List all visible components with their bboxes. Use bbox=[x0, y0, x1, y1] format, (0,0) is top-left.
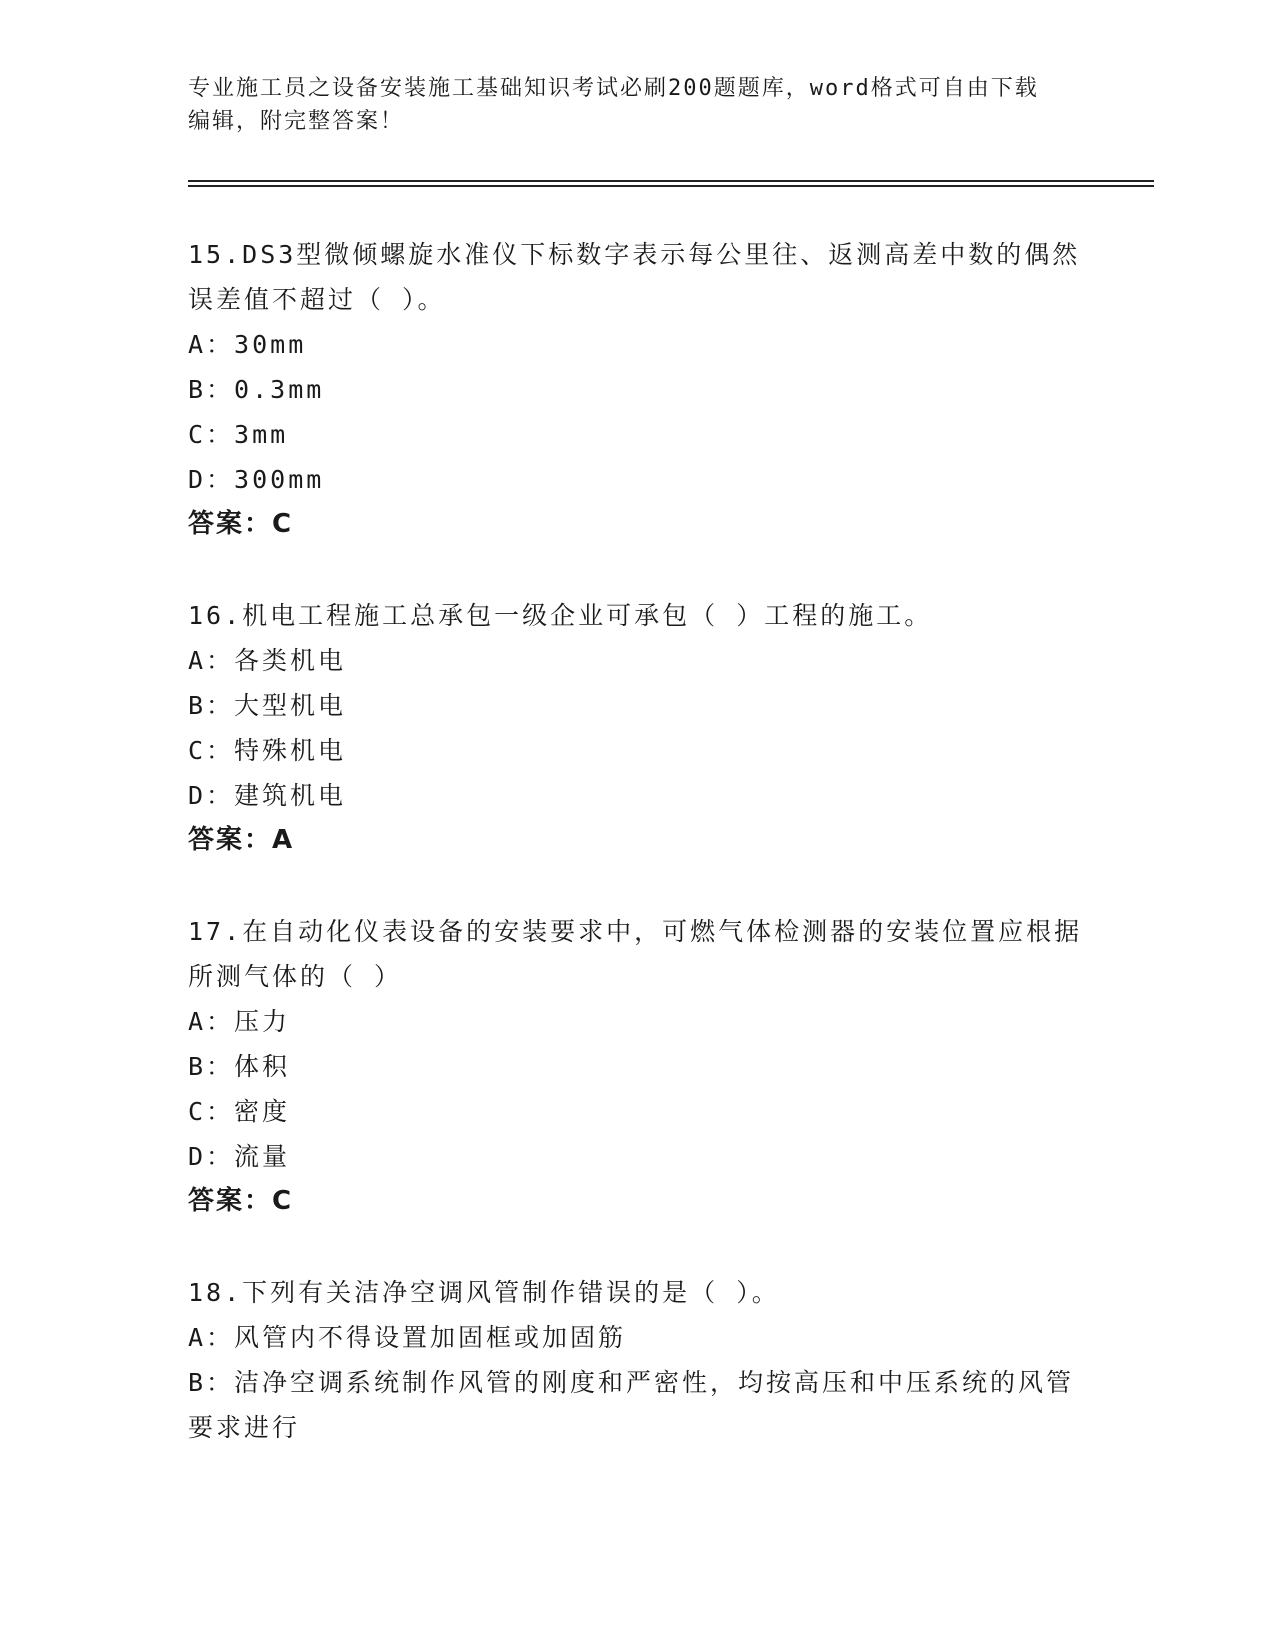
question-text: 18.下列有关洁净空调风管制作错误的是（ ）。 bbox=[188, 1278, 780, 1307]
answer: 答案：C bbox=[188, 1186, 294, 1216]
question-text: 16.机电工程施工总承包一级企业可承包（ ）工程的施工。 bbox=[188, 601, 933, 630]
option-b: B：0.3mm bbox=[188, 375, 325, 404]
option-c: C：密度 bbox=[188, 1097, 291, 1126]
header-title-line1: 专业施工员之设备安装施工基础知识考试必刷200题题库，word格式可自由下载 bbox=[188, 76, 1039, 101]
header-divider-top bbox=[188, 180, 1154, 182]
option-d: D：建筑机电 bbox=[188, 781, 347, 810]
answer: 答案：A bbox=[188, 825, 295, 855]
option-b: B：体积 bbox=[188, 1052, 291, 1081]
option-d: D：流量 bbox=[188, 1142, 291, 1171]
option-a: A：30mm bbox=[188, 330, 307, 359]
answer: 答案：C bbox=[188, 509, 294, 539]
option-c: C：特殊机电 bbox=[188, 736, 347, 765]
option-a: A：压力 bbox=[188, 1007, 291, 1036]
option-a: A：各类机电 bbox=[188, 646, 347, 675]
question-list bbox=[188, 232, 1088, 1496]
question-text: 17.在自动化仪表设备的安装要求中，可燃气体检测器的安装位置应根据所测气体的（ ） bbox=[188, 917, 1083, 991]
question-17 bbox=[188, 909, 1088, 1224]
question-18 bbox=[188, 1270, 1088, 1450]
option-a: A：风管内不得设置加固框或加固筋 bbox=[188, 1323, 627, 1352]
question-15 bbox=[188, 232, 1088, 547]
document-header bbox=[188, 72, 1088, 138]
option-b: B：洁净空调系统制作风管的刚度和严密性，均按高压和中压系统的风管要求进行 bbox=[188, 1368, 1075, 1442]
question-16 bbox=[188, 593, 1088, 863]
option-c: C：3mm bbox=[188, 420, 289, 449]
header-divider-bottom bbox=[188, 185, 1154, 187]
header-title-line2: 编辑，附完整答案！ bbox=[188, 109, 405, 134]
question-text: 15.DS3型微倾螺旋水准仪下标数字表示每公里往、返测高差中数的偶然误差值不超过（ ）。 bbox=[188, 240, 1081, 314]
option-b: B：大型机电 bbox=[188, 691, 347, 720]
option-d: D：300mm bbox=[188, 465, 325, 494]
